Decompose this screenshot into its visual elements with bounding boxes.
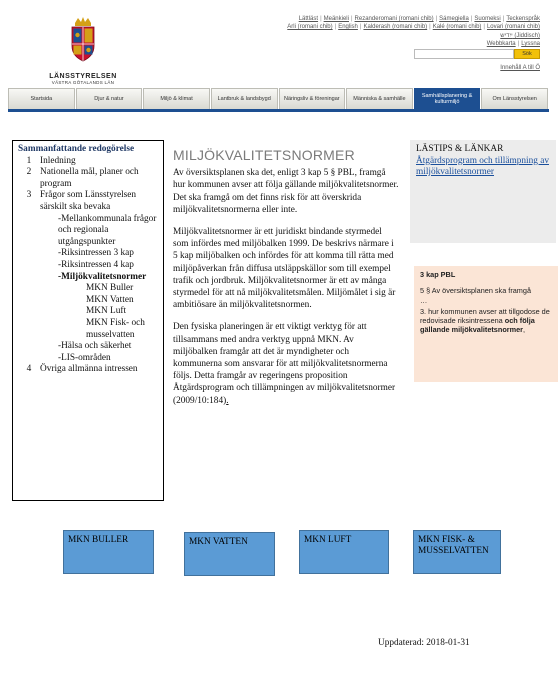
lang-link-rezanderomani[interactable]: Rezanderomani (romani chib): [354, 16, 434, 22]
language-links: [210, 15, 540, 49]
lang-row-4: Webbkarta | Lyssna: [486, 41, 540, 48]
nav-tab-startsida[interactable]: Startsida: [8, 88, 75, 109]
lang-link-lovari[interactable]: Lovari (romani chib): [486, 24, 540, 31]
site-logo[interactable]: [38, 16, 128, 85]
toc-item-label: Nationella mål, planer och program: [40, 167, 139, 189]
toc-item[interactable]: [18, 364, 158, 376]
toc-item-number: 4: [26, 364, 32, 375]
article-paragraph-text: Den fysiska planeringen är ett viktigt verktyg för att tillsammans med andra verktyg uppnå MKN. Av miljöbalken framgår att det är myndigheter och kommunerna som ansvarar för att miljökvalitetsnormerna följs. Detta framgår av regeringens proposition Åtgärdsprogram och tillämpningen av miljökvalitetsnormer (2009/10:184): [173, 322, 396, 406]
pbl-title: 3 kap PBL: [420, 270, 456, 279]
mkn-fisk-musselvatten-button[interactable]: MKN FISK- & MUSSELVATTEN: [413, 530, 501, 574]
toc-subsub-item[interactable]: MKN Vatten: [86, 294, 134, 305]
toc-sub-item[interactable]: -Hälsa och säkerhet: [58, 341, 132, 352]
toc-item[interactable]: [18, 190, 158, 213]
toc-item-number: 2: [26, 167, 32, 178]
pbl-line-bold: och följa gällande miljökvalitetsnormer: [420, 315, 535, 334]
search-bar: [414, 49, 540, 59]
pbl-line-text: 3. hur kommunen avser att tillgodose de redovisade riksintressena: [420, 307, 550, 325]
logo-subtitle: VÄSTRA GÖTALANDS LÄN: [51, 80, 115, 85]
toc-sub-item[interactable]: -Riksintressen 4 kap: [58, 259, 134, 270]
toc-subsub-item[interactable]: MKN Buller: [86, 283, 134, 294]
listen-link[interactable]: Lyssna: [521, 41, 540, 48]
pbl-line-end: ,: [523, 324, 526, 334]
toc-sub-item-current[interactable]: -Miljökvalitetsnormer: [58, 271, 147, 282]
toc-item-label: Inledning: [40, 155, 76, 166]
toc-item[interactable]: [18, 156, 158, 168]
toc-item-number: 1: [26, 155, 32, 166]
lang-link-meankieli[interactable]: Meänkieli: [323, 16, 349, 22]
lang-link-samegiella[interactable]: Sámegiella: [439, 16, 469, 22]
search-input[interactable]: [414, 49, 514, 59]
search-button[interactable]: Sök: [514, 49, 540, 59]
toc-title: Sammanfattande redogörelse: [18, 144, 135, 154]
nav-tab-naringsliv[interactable]: Näringsliv & föreningar: [279, 88, 346, 109]
lang-row-1: Lättläst | Meänkieli | Rezanderomani (romani chib) | Sámegiella | Suomeksi | Teckenspråk: [298, 16, 540, 22]
toc-subsub-item[interactable]: MKN Fisk- och musselvatten: [86, 317, 145, 340]
lang-row-3: [210, 32, 540, 40]
a-to-z-link[interactable]: Innehåll A till Ö: [500, 65, 540, 71]
nav-tab-djur-natur[interactable]: Djur & natur: [76, 88, 143, 109]
mkn-buller-button[interactable]: MKN BULLER: [63, 530, 154, 574]
lang-link-jiddisch[interactable]: ייִדיש (Jiddisch): [500, 32, 540, 39]
tips-link[interactable]: Åtgärdsprogram och tillämpning av miljökvalitetsnormer: [416, 155, 549, 177]
county-crest-icon: [66, 16, 100, 62]
toc-item[interactable]: [18, 167, 158, 190]
toc-sub-item[interactable]: -Riksintressen 3 kap: [58, 248, 134, 259]
toc-sub-item[interactable]: -Mellankommunala frågor och regionala utgångspunkter: [58, 213, 157, 247]
toc-item-label: Övriga allmänna intressen: [40, 364, 138, 375]
pbl-ellipsis: …: [420, 296, 428, 306]
reading-tips-box: [410, 140, 556, 243]
logo-name: LÄNSSTYRELSEN: [49, 73, 117, 80]
lang-row-2: Arli (romani chib) | English | Kalderash (romani chib) | Kalé (romani chib) | Lovari (romani chib): [287, 24, 540, 31]
page-title: MILJÖKVALITETSNORMER: [173, 147, 355, 163]
toc-item-label: Frågor som Länsstyrelsen särskilt ska bevaka: [40, 190, 137, 212]
nav-tab-lantbruk[interactable]: Lantbruk & landsbygd: [211, 88, 278, 109]
lang-link-suomeksi[interactable]: Suomeksi: [474, 16, 501, 22]
toc-item-number: 3: [26, 190, 32, 201]
toc-sub-item[interactable]: -LIS-områden: [58, 352, 111, 363]
lang-link-lattlast[interactable]: Lättläst: [298, 16, 319, 22]
article-paragraph: Av översiktsplanen ska det, enligt 3 kap 5 § PBL, framgå hur kommunen avser att följa gällande miljökvalitetsnormer. Det ska framgå om det finns risk för att överskrida miljökvalitetsnormerna eller inte.: [173, 168, 399, 215]
lang-link-kale[interactable]: Kalé (romani chib): [432, 24, 482, 31]
nav-tab-samhallsplanering[interactable]: Samhällsplanering & kulturmiljö: [414, 88, 481, 109]
pbl-quote-box: [414, 266, 558, 382]
nav-tab-manniska[interactable]: Människa & samhälle: [346, 88, 413, 109]
lang-link-arli[interactable]: Arli (romani chib): [287, 24, 333, 31]
nav-tab-miljo-klimat[interactable]: Miljö & klimat: [143, 88, 210, 109]
lang-link-english[interactable]: English: [338, 24, 358, 31]
main-article: [173, 149, 399, 417]
lang-link-kalderash[interactable]: Kalderash (romani chib): [363, 24, 428, 31]
nav-tab-om-lansstyrelsen[interactable]: Om Länsstyrelsen: [481, 88, 548, 109]
main-navigation: [8, 88, 549, 112]
sitemap-link[interactable]: Webbkarta: [486, 41, 516, 48]
mkn-vatten-button[interactable]: MKN VATTEN: [184, 532, 275, 576]
article-paragraph: Miljökvalitetsnormer är ett juridiskt bindande styrmedel som infördes med miljöbalken 1999. De beskrivs närmare i 5 kap miljöbalken och infördes för att komma till rätta med miljöpåverkan från diffusa utsläppskällor som till exempel trafik och jordbruk. Miljökvalitetsnormer är ett av många styrmedel för att nå miljökvalitetsmålen. Miljömålet i sig är ambitiösare än miljökvalitetsnormen.: [173, 227, 396, 311]
pbl-line: [420, 308, 552, 334]
pbl-line: 5 § Av översiktsplanen ska framgå: [420, 285, 531, 295]
article-paragraph-end: .: [226, 395, 229, 406]
updated-date: Uppdaterad: 2018-01-31: [378, 638, 470, 648]
mkn-luft-button[interactable]: MKN LUFT: [299, 530, 389, 574]
table-of-contents: [12, 140, 164, 501]
toc-subsub-item[interactable]: MKN Luft: [86, 306, 127, 317]
tips-title: LÄSTIPS & LÄNKAR: [416, 144, 504, 154]
article-paragraph: [173, 321, 399, 406]
lang-link-teckensprak[interactable]: Teckenspråk: [506, 16, 540, 22]
